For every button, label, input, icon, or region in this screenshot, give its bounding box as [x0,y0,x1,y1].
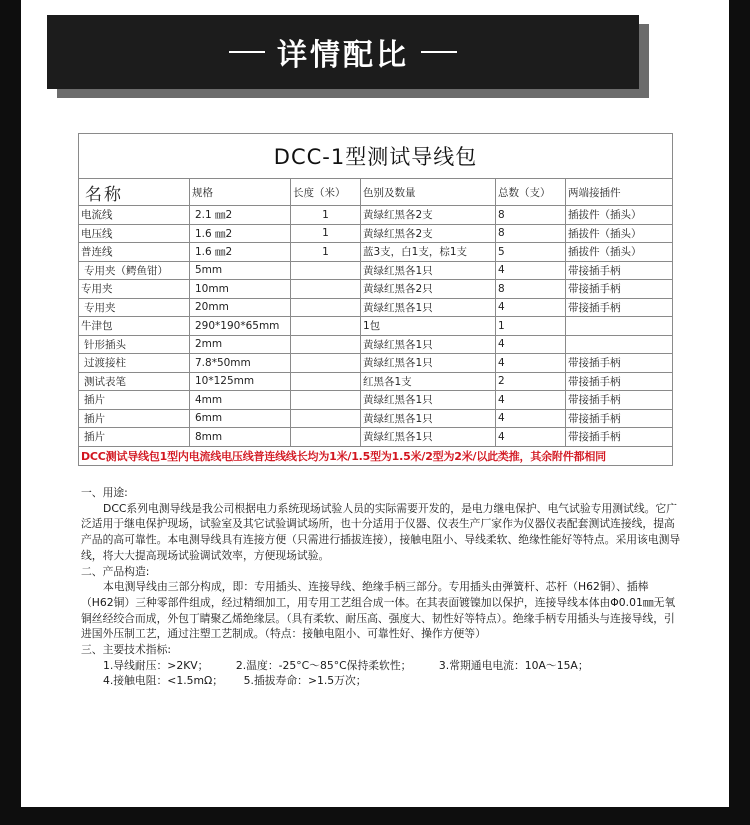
cell-spec: 2mm [190,335,291,354]
header-length: 长度（米） [291,179,361,206]
table-note: DCC测试导线包1型内电流线电压线普连线线长均为1米/1.5型为1.5米/2型为2米/以此类推，其余附件都相同 [79,446,673,465]
cell-length [291,391,361,410]
cell-name: 专用夹 [79,280,190,299]
cell-spec: 8mm [190,428,291,447]
cell-length [291,280,361,299]
table-row [79,354,673,373]
cell-color-qty: 黄绿红黑各1只 [361,261,496,280]
spec-table [78,133,673,466]
cell-spec: 5mm [190,261,291,280]
cell-connectors: 带接插手柄 [566,280,673,299]
cell-spec: 10*125mm [190,372,291,391]
cell-length [291,298,361,317]
cell-color-qty: 黄绿红黑各1只 [361,409,496,428]
banner-title: 详情配比 [277,38,409,73]
table-row [79,428,673,447]
cell-length: 1 [291,243,361,262]
cell-color-qty: 黄绿红黑各1只 [361,335,496,354]
table-row [79,317,673,336]
cell-length [291,261,361,280]
tech-heading: 三、主要技术指标: [81,643,172,657]
cell-color-qty: 黄绿红黑各1只 [361,391,496,410]
cell-name: 牛津包 [79,317,190,336]
cell-color-qty: 黄绿红黑各2支 [361,224,496,243]
cell-spec: 1.6 ㎜2 [190,243,291,262]
cell-total: 4 [496,335,566,354]
left-dash-decoration [229,51,265,53]
right-dash-decoration [421,51,457,53]
structure-heading: 二、产品构造: [81,564,150,578]
cell-total: 5 [496,243,566,262]
cell-name: 普连线 [79,243,190,262]
cell-spec: 10mm [190,280,291,299]
header-color-qty: 色别及数量 [361,179,496,206]
cell-name: 电流线 [79,206,190,225]
cell-connectors: 带接插手柄 [566,372,673,391]
cell-connectors: 带接插手柄 [566,391,673,410]
cell-connectors: 插拔件（插头） [566,243,673,262]
cell-total: 1 [496,317,566,336]
structure-text: 本电测导线由三部分构成，即：专用插头、连接导线、绝缘手柄三部分。专用插头由弹簧杆、芯杆（H62铜）、插棒（H62铜）三种零部件组成，经过精细加工，用专用工艺组合成一体。在其表面镀镍加以保护，连接导线本体由Φ0.01㎜无氧铜丝经绞合而成，外包丁睛聚乙烯绝缘层。（具有柔软、耐压高、强度大、韧性好等特点）。绝缘手柄专用插头与连接导线，引进国外压制工艺，通过注塑工艺制成。（特点：接触电阻小、可靠性好、操作方便等） [81,580,676,641]
cell-connectors: 带接插手柄 [566,428,673,447]
table-row [79,224,673,243]
cell-color-qty: 1包 [361,317,496,336]
header-total: 总数（支） [496,179,566,206]
cell-length [291,428,361,447]
cell-length [291,317,361,336]
cell-name: 插片 [79,409,190,428]
cell-total: 4 [496,391,566,410]
cell-connectors: 插拔件（插头） [566,224,673,243]
cell-length [291,409,361,428]
cell-total: 8 [496,224,566,243]
use-heading: 一、用途: [81,486,128,499]
cell-length [291,372,361,391]
cell-spec: 4mm [190,391,291,410]
tech-spec-line-2: 4.接触电阻：<1.5mΩ； 5.插拔寿命：>1.5万次； [103,674,367,688]
cell-total: 4 [496,261,566,280]
cell-name: 插片 [79,391,190,410]
cell-spec: 20mm [190,298,291,317]
cell-color-qty: 黄绿红黑各2只 [361,280,496,299]
cell-spec: 6mm [190,409,291,428]
cell-total: 4 [496,409,566,428]
cell-total: 4 [496,354,566,373]
cell-spec: 290*190*65mm [190,317,291,336]
cell-color-qty: 黄绿红黑各1只 [361,428,496,447]
tech-spec-line-1: 1.导线耐压：>2KV； 2.温度：-25°C～85°C保持柔软性； 3.常期通电电流：10A～15A； [103,658,589,672]
header-banner [47,15,639,89]
cell-length: 1 [291,224,361,243]
cell-color-qty: 红黑各1支 [361,372,496,391]
cell-name: 针形插头 [79,335,190,354]
cell-connectors [566,335,673,354]
table-title: DCC-1型测试导线包 [79,134,673,179]
cell-connectors: 插拔件（插头） [566,206,673,225]
cell-name: 电压线 [79,224,190,243]
table-row [79,372,673,391]
cell-length [291,354,361,373]
cell-length: 1 [291,206,361,225]
cell-total: 8 [496,206,566,225]
cell-color-qty: 黄绿红黑各1只 [361,354,496,373]
cell-total: 4 [496,298,566,317]
cell-spec: 2.1 ㎜2 [190,206,291,225]
table-row [79,206,673,225]
cell-color-qty: 蓝3支，白1支，棕1支 [361,243,496,262]
cell-length [291,335,361,354]
cell-name: 插片 [79,428,190,447]
cell-connectors: 带接插手柄 [566,298,673,317]
cell-total: 2 [496,372,566,391]
cell-color-qty: 黄绿红黑各2支 [361,206,496,225]
table-row [79,261,673,280]
cell-name: 专用夹（鳄鱼钳） [79,261,190,280]
cell-spec: 7.8*50mm [190,354,291,373]
cell-connectors: 带接插手柄 [566,261,673,280]
cell-name: 专用夹 [79,298,190,317]
cell-total: 4 [496,428,566,447]
table-row [79,391,673,410]
cell-name: 过渡接柱 [79,354,190,373]
use-text: DCC系列电测导线是我公司根据电力系统现场试验人员的实际需要开发的，是电力继电保护、电气试验专用测试线。它广泛适用于继电保护现场，试验室及其它试验调试场所，也十分适用于仪器、仪表生产厂家作为仪器仪表配套测试连接线，提高产品的高可靠性。本电测导线具有连接方便（只需进行插拔连接），接触电阻小、导线柔软、绝缘性能好等特点。采用该电测导线，将大大提高现场试验调试效率，方便现场试验。 [81,501,681,562]
header-connectors: 两端接插件 [566,179,673,206]
cell-connectors [566,317,673,336]
cell-spec: 1.6 ㎜2 [190,224,291,243]
header-name: 名称 [79,179,190,206]
table-row [79,243,673,262]
table-row [79,409,673,428]
table-row [79,335,673,354]
table-header-row [79,179,673,206]
table-row [79,280,673,299]
table-row [79,298,673,317]
cell-connectors: 带接插手柄 [566,409,673,428]
cell-color-qty: 黄绿红黑各1只 [361,298,496,317]
product-description [81,485,681,689]
cell-name: 测试表笔 [79,372,190,391]
cell-connectors: 带接插手柄 [566,354,673,373]
cell-total: 8 [496,280,566,299]
header-spec: 规格 [190,179,291,206]
